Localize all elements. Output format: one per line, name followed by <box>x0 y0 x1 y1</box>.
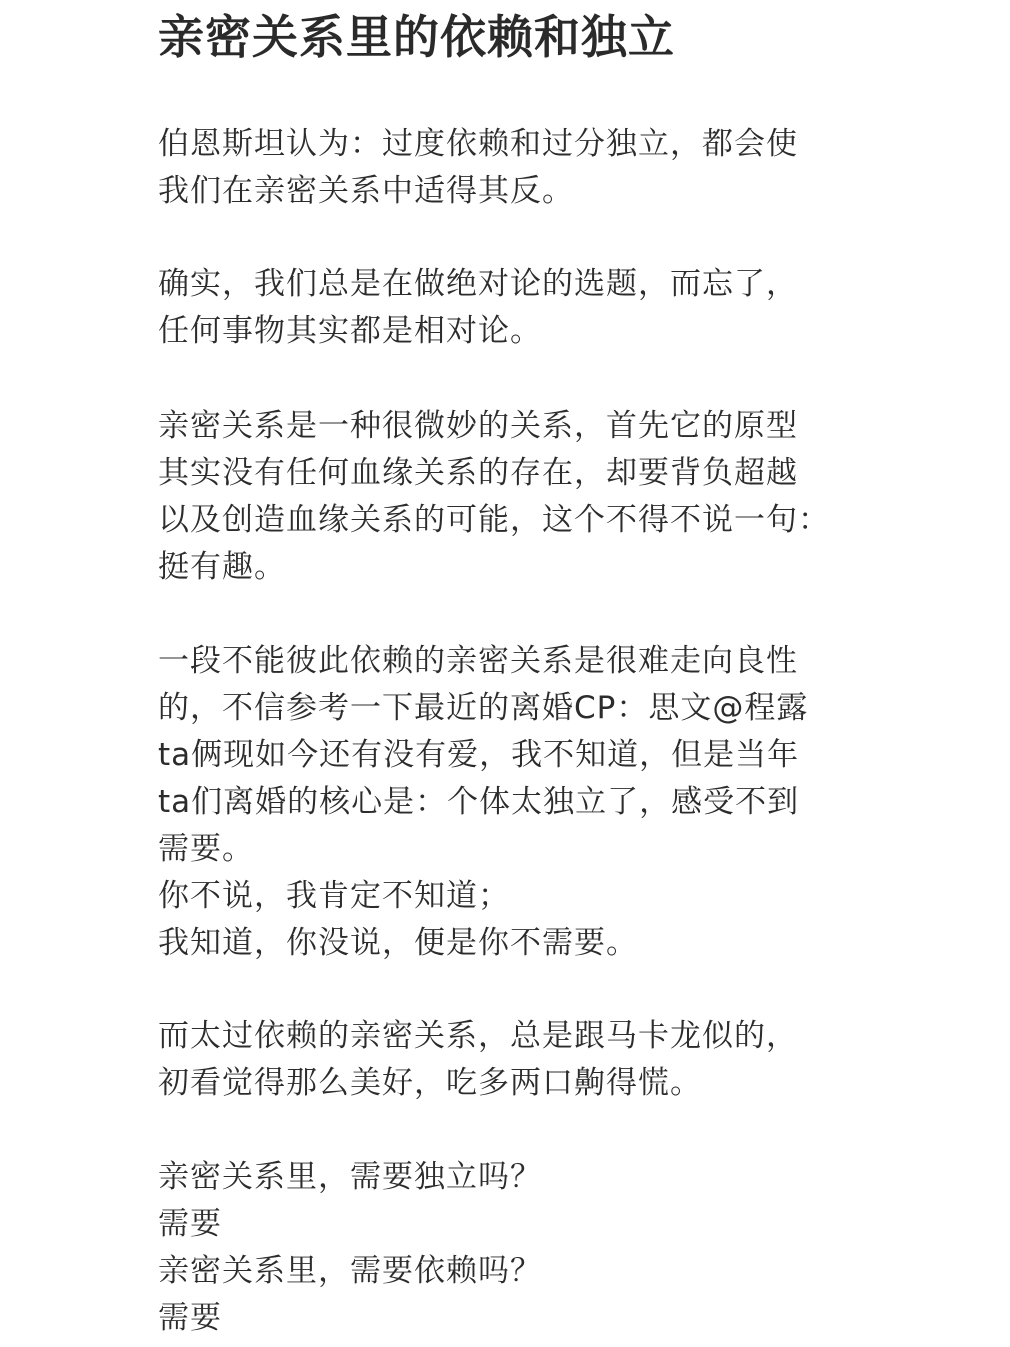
paragraph-spacer <box>158 355 858 403</box>
paragraph-line: 挺有趣。 <box>158 549 286 585</box>
paragraph-line: 需要 <box>158 1206 222 1242</box>
paragraph-spacer <box>158 967 858 1013</box>
paragraph-line: 任何事物其实都是相对论。 <box>158 313 542 349</box>
paragraph-line: 初看觉得那么美好，吃多两口齁得慌。 <box>158 1065 702 1101</box>
paragraph-5 <box>158 1013 858 1107</box>
paragraph-6 <box>158 1154 858 1342</box>
paragraph-line: 需要 <box>158 1300 222 1336</box>
paragraph-line: 以及创造血缘关系的可能，这个不得不说一句： <box>158 502 830 538</box>
paragraph-line: 你不说，我肯定不知道； <box>158 878 510 914</box>
paragraph-2 <box>158 261 858 355</box>
paragraph-line: 我们在亲密关系中适得其反。 <box>158 173 574 209</box>
paragraph-line: 的，不信参考一下最近的离婚CP：思文@程露 <box>158 690 809 726</box>
paragraph-line: 亲密关系里，需要依赖吗？ <box>158 1253 542 1289</box>
paragraph-line: 我知道，你没说，便是你不需要。 <box>158 925 638 961</box>
paragraph-line: 伯恩斯坦认为：过度依赖和过分独立，都会使 <box>158 126 798 162</box>
paragraph-spacer <box>158 215 858 261</box>
paragraph-line: 亲密关系是一种很微妙的关系，首先它的原型 <box>158 408 798 444</box>
paragraph-spacer <box>158 591 858 638</box>
paragraph-spacer <box>158 1107 858 1154</box>
article-title: 亲密关系里的依赖和独立 <box>158 10 675 64</box>
paragraph-line: 而太过依赖的亲密关系，总是跟马卡龙似的， <box>158 1018 798 1054</box>
paragraph-line: 亲密关系里，需要独立吗？ <box>158 1159 542 1195</box>
paragraph-line: 一段不能彼此依赖的亲密关系是很难走向良性 <box>158 643 798 679</box>
paragraph-line: 其实没有任何血缘关系的存在，却要背负超越 <box>158 455 798 491</box>
paragraph-line: 需要。 <box>158 831 254 867</box>
paragraph-line: ta俩现如今还有没有爱，我不知道，但是当年 <box>158 737 800 773</box>
article-body <box>158 121 858 1342</box>
paragraph-1 <box>158 121 858 215</box>
paragraph-4 <box>158 638 858 967</box>
paragraph-line: 确实，我们总是在做绝对论的选题，而忘了， <box>158 266 798 302</box>
paragraph-line: ta们离婚的核心是：个体太独立了，感受不到 <box>158 784 800 820</box>
paragraph-3 <box>158 403 858 591</box>
